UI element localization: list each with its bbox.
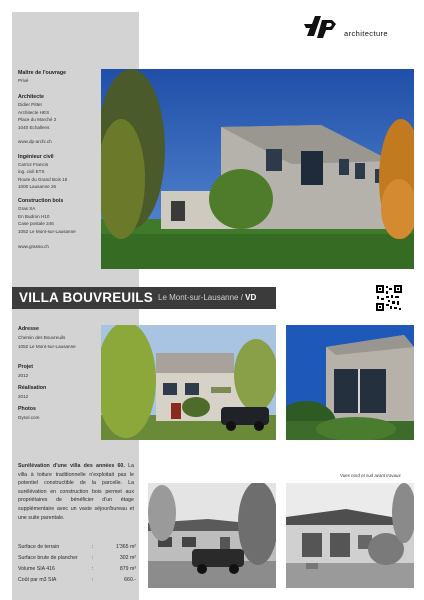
credit-label: Construction bois — [18, 198, 64, 205]
stat-sep: : — [92, 566, 94, 572]
stat-value: 1'365 m² — [115, 544, 136, 550]
project-canton: VD — [245, 293, 257, 302]
qr-code-icon[interactable] — [376, 285, 402, 311]
photo-south — [286, 325, 414, 440]
stat-sep: : — [92, 555, 94, 561]
info-label: Projet — [18, 364, 34, 370]
stat-row — [18, 575, 136, 586]
stat-sep: : — [92, 544, 94, 550]
credit-text: Privé — [18, 78, 29, 83]
project-title: VILLA BOUVREUILS — [19, 290, 153, 305]
photo-before-south — [286, 483, 414, 588]
photo-caption: Vues nord et sud avant travaux — [340, 473, 401, 478]
credit-label: Architecte — [18, 94, 44, 101]
logo — [302, 14, 412, 42]
stats-table — [18, 542, 136, 586]
stat-value: 660.- — [124, 577, 136, 583]
info-label: Adresse — [18, 326, 39, 332]
stat-row — [18, 542, 136, 553]
project-place: Le Mont-sur-Lausanne — [158, 293, 239, 302]
info-label: Réalisation — [18, 385, 47, 391]
stat-row — [18, 553, 136, 564]
stat-label: Coût par m3 SIA — [18, 577, 57, 583]
description-body: La villa à toiture traditionnelle n'exploitait pas le potentiel constructible de la parcelle. La surélévation en construction bois permet aux propriétaires de bénéficier d'un étage supplémentaire avec un vaste séjour/bureau et une suite parentale. — [18, 463, 134, 521]
credit-text: Gras SA En Budron H10 Case postale 246 1052 Le Mont-sur-Lausanne www.grassa.ch — [18, 206, 76, 249]
stat-label: Surface brute de plancher — [18, 555, 78, 561]
stat-sep: : — [92, 577, 94, 583]
stat-label: Surface de terrain — [18, 544, 60, 550]
info-label: Photos — [18, 406, 36, 412]
info-text: Dysol.com — [18, 415, 40, 420]
info-text: 2012 — [18, 373, 29, 378]
description-heading: Surélévation d'une villa des années 60. — [18, 463, 125, 469]
logo-text: architecture — [344, 29, 388, 38]
credit-label: Maître de l'ouvrage — [18, 70, 67, 76]
stat-row — [18, 564, 136, 575]
photo-north — [101, 325, 276, 440]
description-block — [18, 462, 134, 522]
credit-text: Carroz Francis ing. civil ETS Route du Grand Bois 18 1000 Lausanne 26 — [18, 161, 68, 190]
credit-text: Didier Pittet Architecte HES Place du Marché 2 1040 Echallens www.dp-archi.ch — [18, 102, 57, 145]
info-text: Chemin des Bouvreuils 1052 Le Mont-sur-Lausanne — [18, 335, 76, 349]
credit-label: Ingénieur civil — [18, 153, 54, 160]
photo-before-north — [148, 483, 276, 588]
stat-label: Volume SIA 416 — [18, 566, 55, 572]
info-text: 2012 — [18, 394, 29, 399]
stat-value: 879 m³ — [119, 566, 136, 572]
stat-value: 302 m² — [119, 555, 136, 561]
title-band — [12, 287, 276, 309]
main-photo — [101, 69, 414, 269]
title-separator: / — [238, 293, 246, 302]
project-location — [158, 293, 256, 302]
dp-logo-icon — [302, 14, 342, 40]
